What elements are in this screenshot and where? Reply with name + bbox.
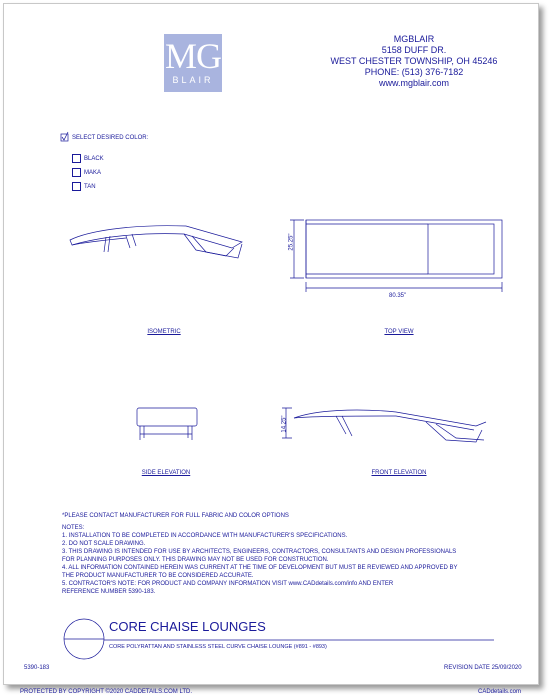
company-name: MGBLAIR (393, 34, 435, 44)
checkbox-icon[interactable] (72, 168, 81, 177)
revision-date: REVISION DATE 25/09/2020 (444, 665, 522, 671)
front-elevation-label: FRONT ELEVATION (371, 470, 427, 476)
company-address2: WEST CHESTER TOWNSHIP, OH 45246 (330, 56, 498, 66)
dimension-height: 14.25" (281, 415, 288, 433)
color-option-label: BLACK (84, 156, 104, 163)
note-line: THE PRODUCT MANUFACTURER TO BE CONSIDERED ACCURATE. (62, 573, 254, 579)
note-line: 3. THIS DRAWING IS INTENDED FOR USE BY ARCHITECTS, ENGINEERS, CONTRACTORS, CONSULTANTS AND DESIGN PROFESSIONALS (62, 549, 457, 555)
notes-heading: NOTES: (62, 525, 85, 531)
color-option-label: TAN (84, 184, 96, 191)
company-website: www.mgblair.com (378, 78, 450, 88)
logo-subtext: BLAIR (172, 75, 214, 85)
color-option-maka[interactable] (72, 168, 101, 177)
checkbox-icon[interactable] (72, 154, 81, 163)
side-elevation-label: SIDE ELEVATION (141, 470, 191, 476)
fabric-note: *PLEASE CONTACT MANUFACTURER FOR FULL FABRIC AND COLOR OPTIONS (62, 513, 289, 519)
footer-site: CADdetails.com (478, 689, 522, 695)
note-line: FOR PLANNING PURPOSES ONLY. THIS DRAWING MAY NOT BE USED FOR CONSTRUCTION. (62, 557, 329, 563)
mgblair-logo (164, 34, 222, 92)
front-elevation-drawing (276, 404, 506, 454)
logo-mark: MG (164, 36, 221, 76)
color-option-tan[interactable] (72, 182, 96, 191)
note-line: REFERENCE NUMBER 5390-183. (62, 589, 156, 595)
color-option-black[interactable] (72, 154, 104, 163)
drawing-title: CORE CHAISE LOUNGES (109, 619, 266, 634)
top-view-label: TOP VIEW (384, 329, 414, 335)
reference-number: 5390-183 (24, 665, 50, 671)
drawing-sheet (3, 3, 539, 685)
drawing-subtitle: CORE POLYRATTAN AND STAINLESS STEEL CURVE CHAISE LOUNGE (#891 - #893) (109, 644, 327, 650)
general-notes (62, 524, 458, 596)
checkbox-icon[interactable] (72, 182, 81, 191)
color-option-label: MAKA (84, 170, 102, 177)
note-line: 2. DO NOT SCALE DRAWING. (62, 541, 146, 547)
dimension-width: 80.35" (389, 293, 407, 299)
top-view-drawing (284, 216, 509, 296)
dimension-depth: 25.25" (288, 233, 295, 251)
company-phone: PHONE: (513) 376-7182 (364, 67, 464, 77)
note-line: 5. CONTRACTOR'S NOTE: FOR PRODUCT AND COMPANY INFORMATION VISIT www.CADdetails.com/info AND ENTER (62, 581, 394, 587)
isometric-label: ISOMETRIC (147, 329, 181, 335)
isometric-view-drawing (66, 212, 246, 272)
side-elevation-drawing (134, 404, 204, 449)
color-select-heading: SELECT DESIRED COLOR: (72, 135, 149, 141)
company-address1: 5158 DUFF DR. (381, 45, 447, 55)
checkmark-box-icon (60, 132, 70, 142)
company-info (294, 34, 534, 89)
copyright-text: PROTECTED BY COPYRIGHT ©2020 CADDETAILS.COM LTD. (20, 689, 193, 695)
note-line: 4. ALL INFORMATION CONTAINED HEREIN WAS CURRENT AT THE TIME OF DEVELOPMENT BUT MUST BE REVIEWED AND APPROVED BY (62, 565, 458, 571)
note-line: 1. INSTALLATION TO BE COMPLETED IN ACCORDANCE WITH MANUFACTURER'S SPECIFICATIONS. (62, 533, 348, 539)
